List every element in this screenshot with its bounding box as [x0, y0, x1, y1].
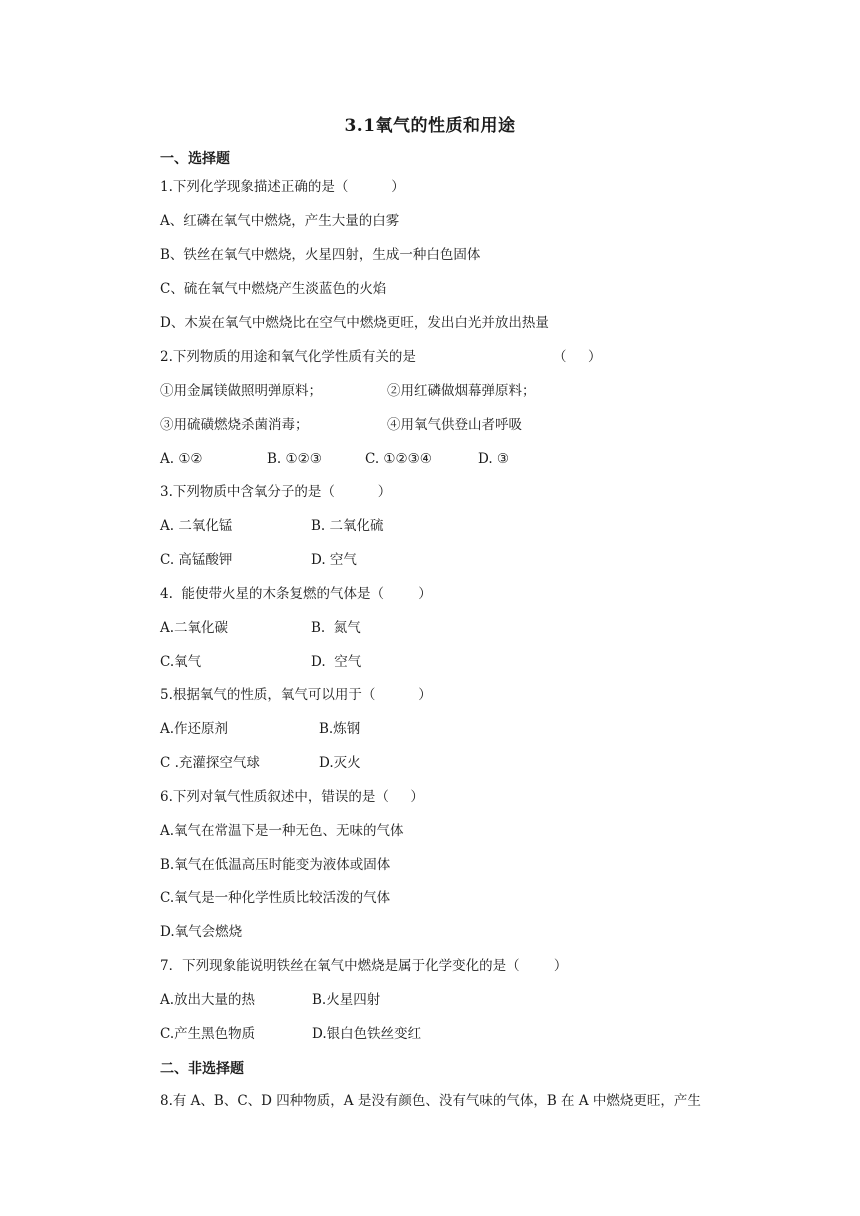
question-1-option-b: B、铁丝在氧气中燃烧，火星四射，生成一种白色固体 [160, 247, 481, 263]
section-heading-non-choice: 二、非选择题 [160, 1061, 244, 1077]
question-4-option-b: B. 氮气 [311, 620, 361, 636]
question-2-option-d: D. ③ [478, 451, 510, 467]
question-7-option-b: B.火星四射 [312, 992, 381, 1008]
question-5-stem: 5.根据氧气的性质，氧气可以用于（ ） [160, 687, 432, 703]
question-6-stem: 6.下列对氧气性质叙述中，错误的是（ ） [160, 789, 424, 805]
question-8-stem: 8.有 A、B、C、D 四种物质，A 是没有颜色、没有气味的气体，B 在 A 中燃烧更旺，产生 [160, 1093, 701, 1109]
question-5-option-a: A.作还原剂 [160, 721, 229, 737]
question-7-option-a: A.放出大量的热 [160, 992, 256, 1008]
question-3-stem: 3.下列物质中含氧分子的是（ ） [160, 484, 392, 500]
document-title: 3.1氧气的性质和用途 [344, 116, 516, 136]
question-1-option-c: C、硫在氧气中燃烧产生淡蓝色的火焰 [160, 281, 387, 297]
question-3-option-b: B. 二氧化硫 [311, 518, 384, 534]
question-4-option-a: A.二氧化碳 [160, 620, 229, 636]
question-7-option-d: D.银白色铁丝变红 [312, 1026, 422, 1042]
question-4-option-c: C.氧气 [160, 654, 202, 670]
question-4-option-d: D. 空气 [311, 654, 362, 670]
question-2-statement-4: ④用氧气供登山者呼吸 [387, 417, 522, 433]
question-5-option-d: D.灭火 [319, 755, 361, 771]
question-1-option-d: D、木炭在氧气中燃烧比在空气中燃烧更旺，发出白光并放出热量 [160, 315, 549, 331]
question-4-stem: 4. 能使带火星的木条复燃的气体是（ ） [160, 586, 432, 602]
question-2-option-c: C. ①②③④ [365, 451, 432, 467]
section-heading-choice: 一、选择题 [160, 151, 230, 167]
question-6-option-b: B.氧气在低温高压时能变为液体或固体 [160, 857, 391, 873]
question-5-option-c: C .充灌探空气球 [160, 755, 260, 771]
question-7-stem: 7．下列现象能说明铁丝在氧气中燃烧是属于化学变化的是（ ） [160, 958, 568, 974]
question-6-option-d: D.氧气会燃烧 [160, 924, 243, 940]
question-3-option-d: D. 空气 [311, 552, 357, 568]
question-3-option-c: C. 高锰酸钾 [160, 552, 233, 568]
question-2-statement-3: ③用硫磺燃烧杀菌消毒； [160, 417, 309, 433]
question-7-option-c: C.产生黑色物质 [160, 1026, 256, 1042]
question-2-statement-1: ①用金属镁做照明弹原料； [160, 383, 322, 399]
question-2-option-a: A. ①② [160, 451, 203, 467]
question-1-stem: 1.下列化学现象描述正确的是（ ） [160, 179, 405, 195]
question-6-option-c: C.氧气是一种化学性质比较活泼的气体 [160, 890, 391, 906]
question-2-statement-2: ②用红磷做烟幕弹原料； [387, 383, 536, 399]
question-1-option-a: A、红磷在氧气中燃烧，产生大量的白雾 [160, 213, 400, 229]
question-2-option-b: B. ①②③ [267, 451, 322, 467]
question-5-option-b: B.炼钢 [319, 721, 361, 737]
question-2-answer-bracket: （ ） [553, 349, 602, 365]
question-6-option-a: A.氧气在常温下是一种无色、无味的气体 [160, 823, 404, 839]
question-3-option-a: A. 二氧化锰 [160, 518, 233, 534]
question-2-stem: 2.下列物质的用途和氧气化学性质有关的是 [160, 349, 416, 365]
